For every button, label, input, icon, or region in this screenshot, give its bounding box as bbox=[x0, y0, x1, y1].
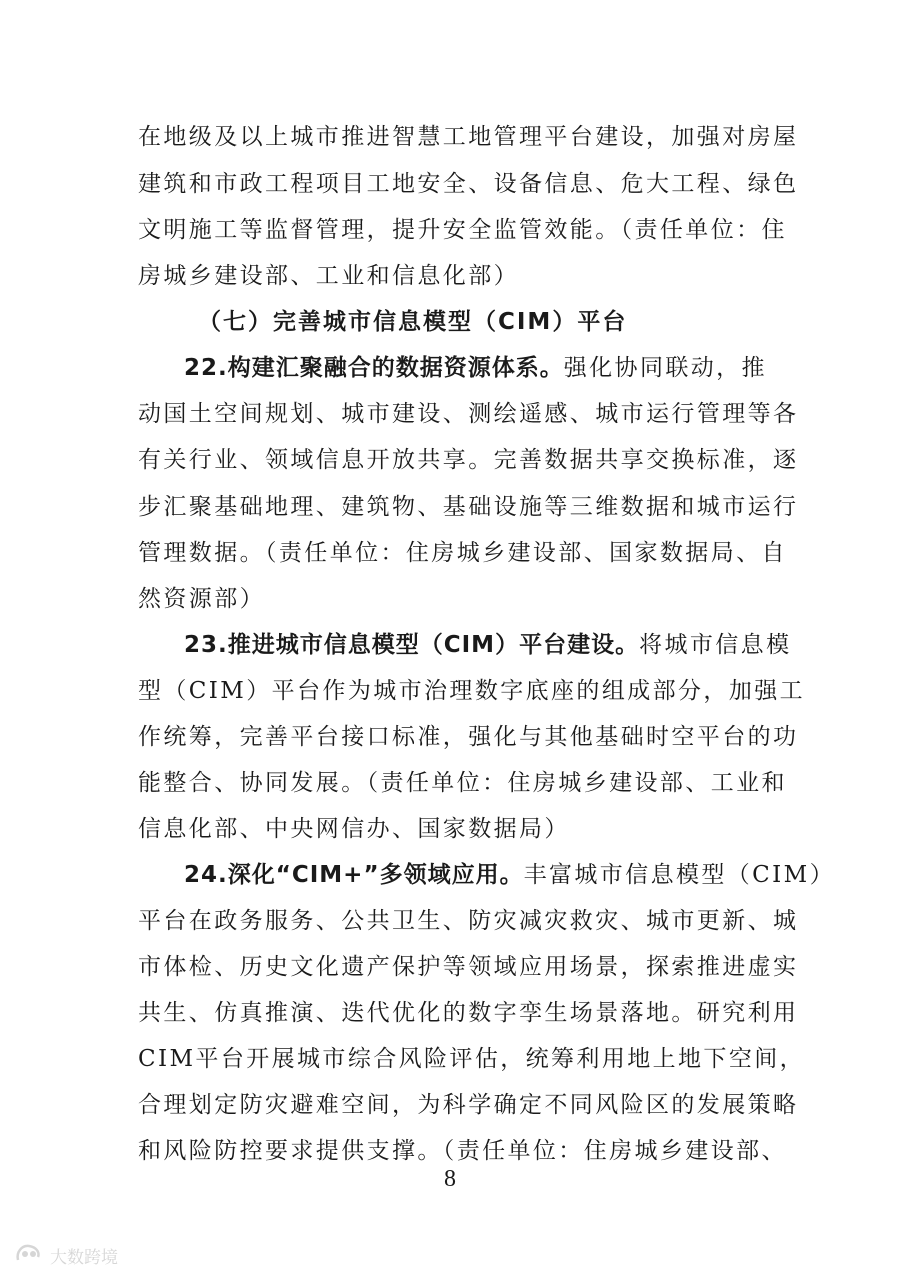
paragraph-line: 能整合、协同发展。（责任单位：住房城乡建设部、工业和 bbox=[138, 770, 787, 796]
paragraph-line: CIM平台开展城市综合风险评估，统筹利用地上地下空间， bbox=[138, 1046, 806, 1072]
section-heading: （七）完善城市信息模型（CIM）平台 bbox=[198, 309, 628, 335]
item-22-text: 强化协同联动，推 bbox=[563, 355, 767, 381]
item-23-first-line bbox=[184, 630, 792, 660]
item-24-text: 丰富城市信息模型（CIM） bbox=[523, 862, 836, 888]
paragraph-line: 有关行业、领域信息开放共享。完善数据共享交换标准，逐 bbox=[138, 447, 799, 473]
paragraph-line: 然资源部） bbox=[138, 586, 265, 612]
paragraph-line: 动国土空间规划、城市建设、测绘遥感、城市运行管理等各 bbox=[138, 401, 799, 427]
item-22-title: 22.构建汇聚融合的数据资源体系。 bbox=[184, 355, 564, 381]
watermark-text: 大数跨境 bbox=[50, 1247, 118, 1268]
paragraph-line: 在地级及以上城市推进智慧工地管理平台建设，加强对房屋 bbox=[138, 124, 799, 150]
item-23-title: 23.推进城市信息模型（CIM）平台建设。 bbox=[184, 632, 640, 658]
logo-icon bbox=[14, 1242, 44, 1269]
paragraph-line: 和风险防控要求提供支撑。（责任单位：住房城乡建设部、 bbox=[138, 1138, 787, 1164]
paragraph-line: 合理划定防灾避难空间，为科学确定不同风险区的发展策略 bbox=[138, 1092, 799, 1118]
item-22-first-line bbox=[184, 353, 778, 383]
paragraph-line: 共生、仿真推演、迭代优化的数字孪生场景落地。研究利用 bbox=[138, 1000, 799, 1026]
paragraph-line: 建筑和市政工程项目工地安全、设备信息、危大工程、绿色 bbox=[138, 171, 799, 197]
paragraph-line: 作统筹，完善平台接口标准，强化与其他基础时空平台的功 bbox=[138, 724, 799, 750]
paragraph-line: 信息化部、中央网信办、国家数据局） bbox=[138, 816, 570, 842]
paragraph-line: 型（CIM）平台作为城市治理数字底座的组成部分，加强工 bbox=[138, 678, 806, 704]
page-number: 8 bbox=[444, 1166, 456, 1192]
paragraph-line: 管理数据。（责任单位：住房城乡建设部、国家数据局、自 bbox=[138, 540, 787, 566]
paragraph-line: 市体检、历史文化遗产保护等领域应用场景，探索推进虚实 bbox=[138, 954, 799, 980]
paragraph-line: 房城乡建设部、工业和信息化部） bbox=[138, 263, 519, 289]
item-24-first-line bbox=[184, 860, 836, 890]
item-23-text: 将城市信息模 bbox=[639, 632, 792, 658]
paragraph-line: 文明施工等监督管理，提升安全监管效能。（责任单位：住 bbox=[138, 217, 787, 243]
paragraph-line: 平台在政务服务、公共卫生、防灾减灾救灾、城市更新、城 bbox=[138, 908, 799, 934]
item-24-title: 24.深化“CIM+”多领域应用。 bbox=[184, 862, 524, 888]
watermark bbox=[14, 1242, 118, 1268]
paragraph-line: 步汇聚基础地理、建筑物、基础设施等三维数据和城市运行 bbox=[138, 494, 799, 520]
